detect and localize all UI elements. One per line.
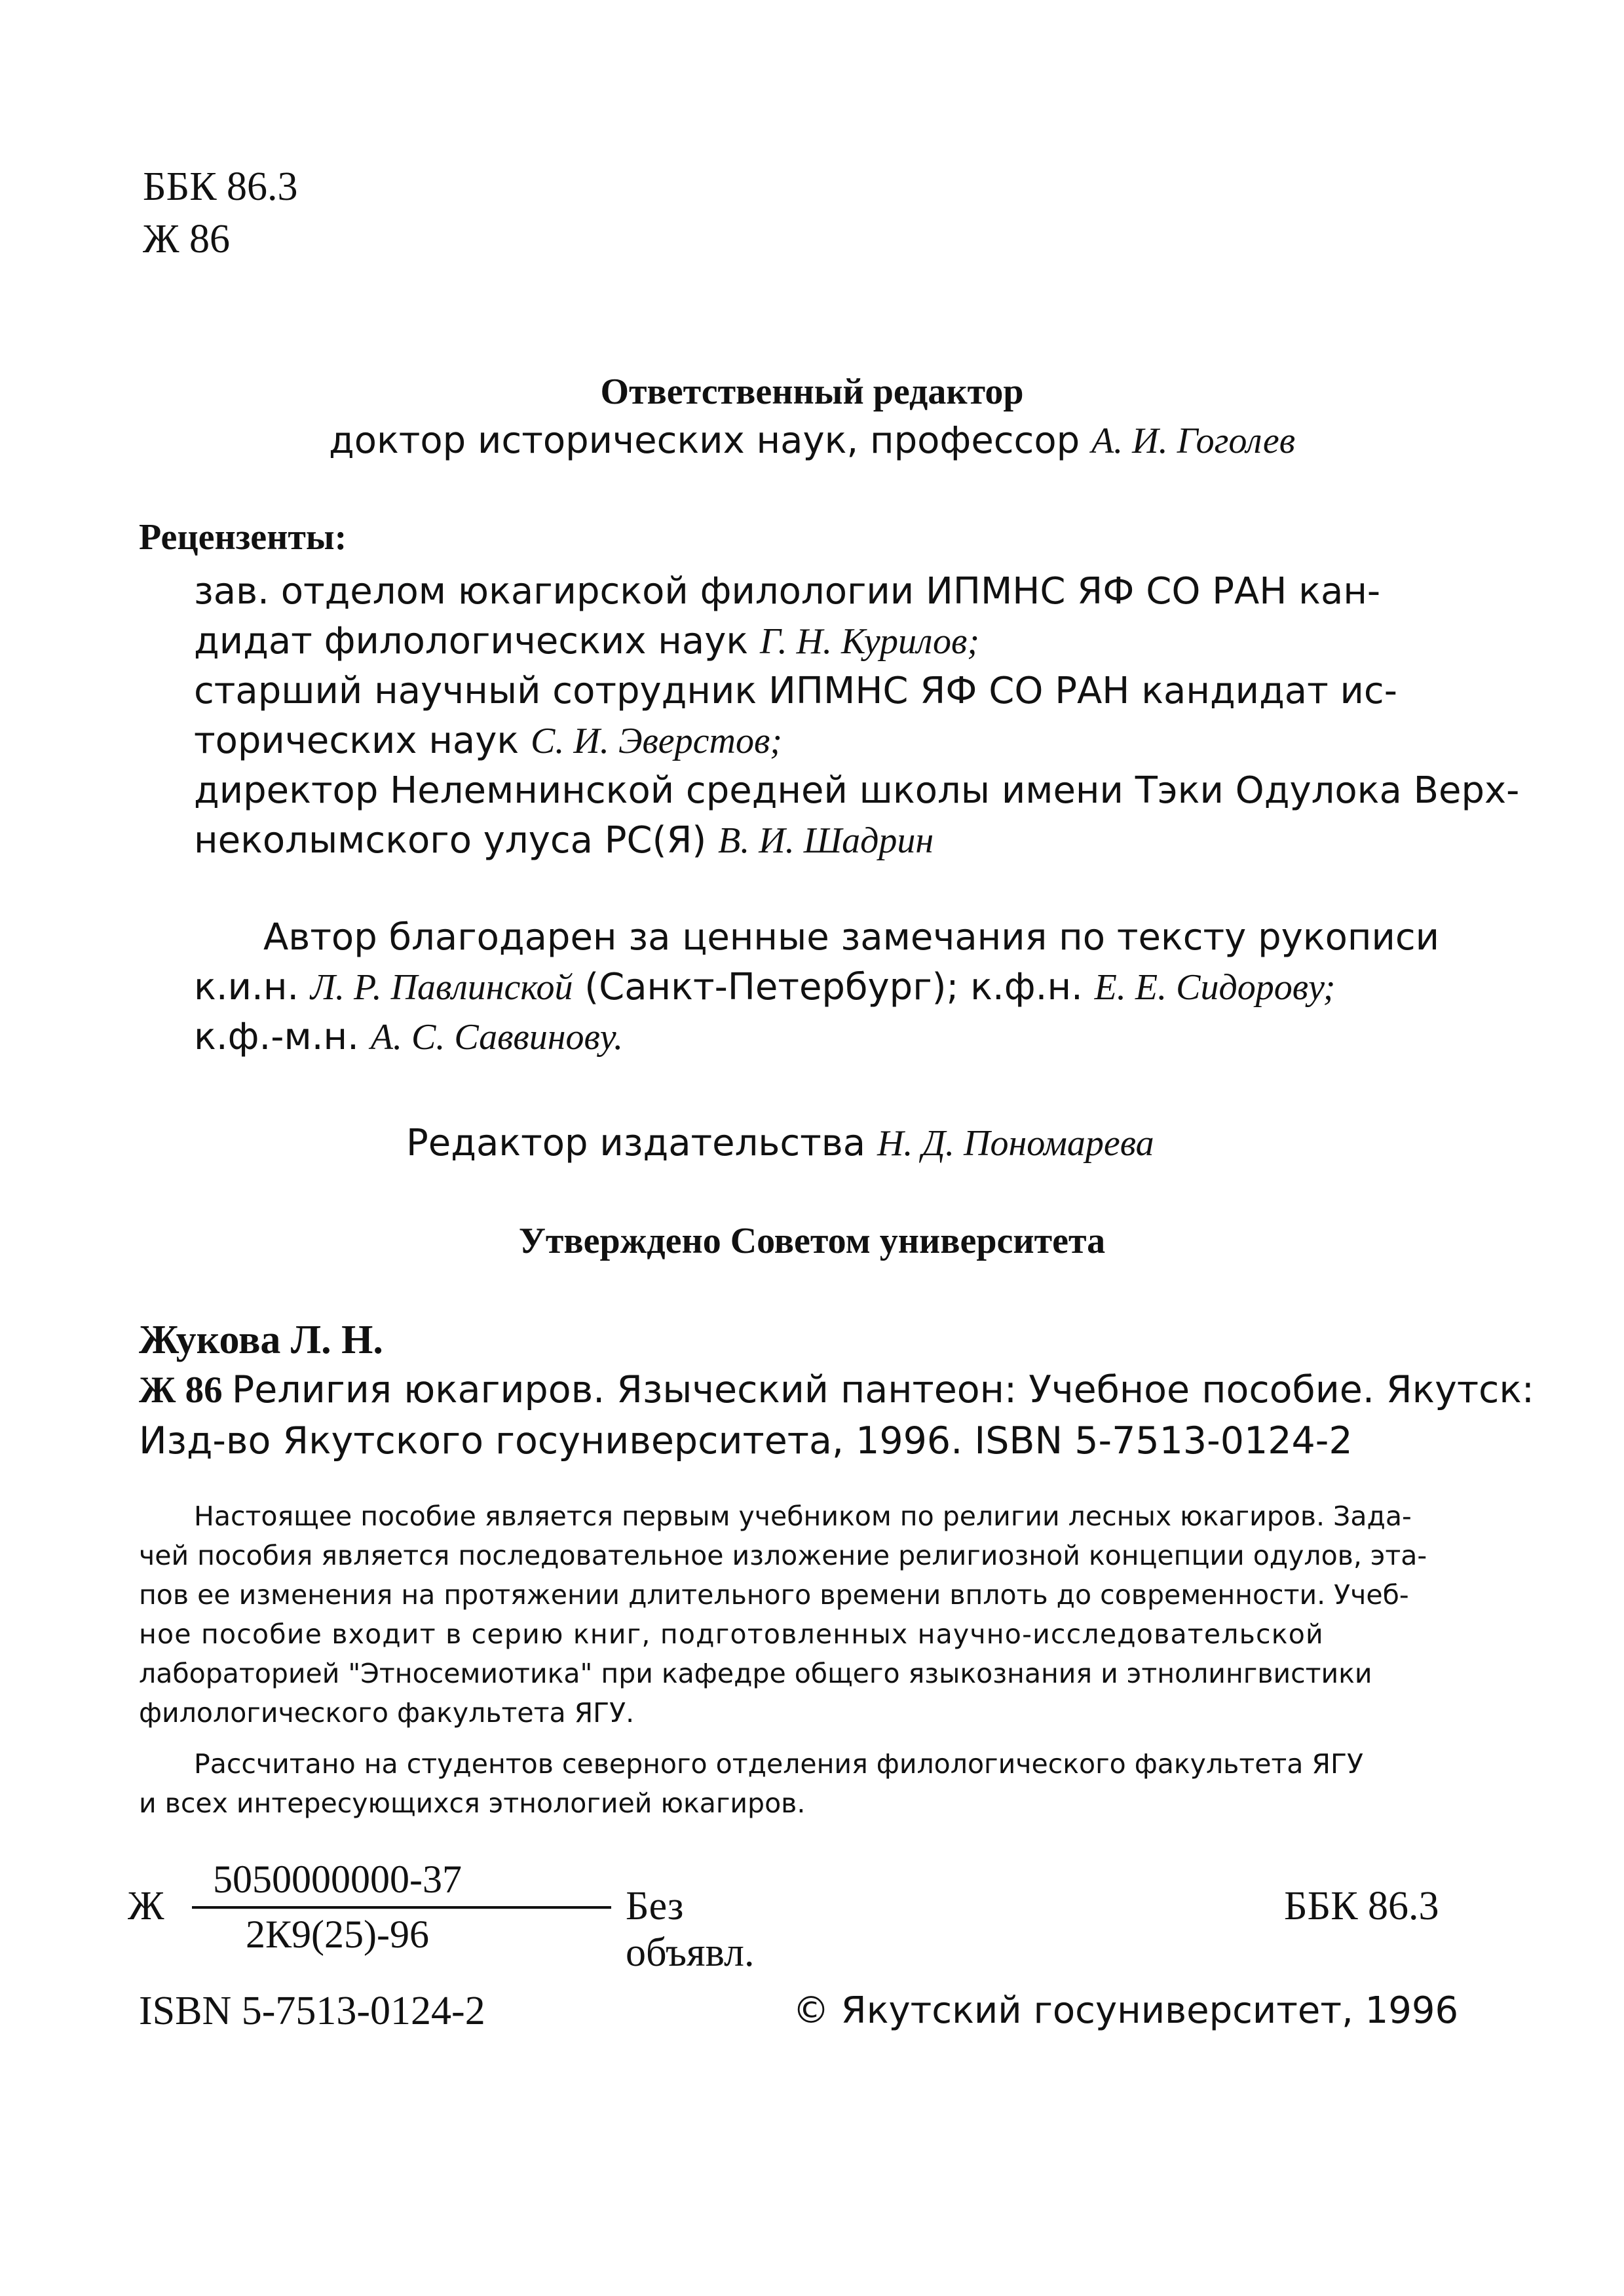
bbk-code-top: ББК 86.3: [143, 164, 298, 209]
editor-heading: Ответственный редактор: [600, 372, 1024, 412]
imprint-fraction: [128, 1857, 755, 1975]
catalog-publication-line: Изд-во Якутского госуниверситета, 1996. ISBN 5-7513-0124-2: [139, 1419, 1353, 1463]
abstract-line: пов ее изменения на протяжении длительного времени вплоть до современности. Учеб-: [139, 1579, 1409, 1611]
acknowledgement-line-3: к.ф.-м.н. А. С. Саввинову.: [194, 1016, 624, 1058]
audience-line: и всех интересующихся этнологией юкагиров.: [139, 1788, 806, 1819]
reviewers-heading: Рецензенты:: [139, 517, 347, 558]
approval-line: Утверждено Советом университета: [518, 1221, 1106, 1261]
imprint-bbk: ББК 86.3: [1284, 1884, 1439, 1928]
abstract-line: филологического факультета ЯГУ.: [139, 1697, 635, 1729]
acknowledgement-line-1: Автор благодарен за ценные замечания по тексту рукописи: [263, 916, 1440, 959]
imprint-isbn: ISBN 5-7513-0124-2: [139, 1989, 485, 2033]
fraction-bar: [192, 1906, 611, 1909]
imprint-letter: Ж: [128, 1884, 164, 1928]
acknowledgement-line-2: к.и.н. Л. Р. Павлинской (Санкт-Петербург); к.ф.н. Е. Е. Сидорову;: [194, 966, 1336, 1008]
reviewer-line: старший научный сотрудник ИПМНС ЯФ СО РАН кандидат ис-: [194, 670, 1397, 712]
imprint-copyright: © Якутский госуниверситет, 1996: [793, 1989, 1459, 2032]
abstract-line: Настоящее пособие является первым учебником по религии лесных юкагиров. Зада-: [194, 1501, 1412, 1532]
imprint-no-ads: Без объявл.: [626, 1884, 755, 1975]
catalog-author: Жукова Л. Н.: [139, 1318, 383, 1362]
editor-title: доктор исторических наук, профессор: [328, 419, 1080, 462]
catalog-title-line: Ж 86 Религия юкагиров. Языческий пантеон: Учебное пособие. Якутск:: [139, 1368, 1535, 1411]
reviewer-line: неколымского улуса РС(Я) В. И. Шадрин: [194, 819, 934, 862]
imprint-numerator: 5050000000-37: [213, 1858, 462, 1901]
editor-name: А. И. Гоголев: [1091, 421, 1296, 461]
audience-line: Рассчитано на студентов северного отделения филологического факультета ЯГУ: [194, 1748, 1363, 1780]
editor-line: [0, 419, 1624, 462]
abstract-line: ное пособие входит в серию книг, подготовленных научно-исследовательской: [139, 1618, 1324, 1650]
abstract-line: чей пособия является последовательное изложение религиозной концепции одулов, эта-: [139, 1540, 1427, 1571]
reviewer-line: дидат филологических наук Г. Н. Курилов;: [194, 620, 980, 662]
reviewer-line: директор Нелемнинской средней школы имени Тэки Одулока Верх-: [194, 769, 1520, 812]
abstract-line: лабораторией "Этносемиотика" при кафедре общего языкознания и этнолингвистики: [139, 1658, 1372, 1689]
publisher-editor: Редактор издательства Н. Д. Пономарева: [406, 1122, 1154, 1164]
imprint-denominator: 2К9(25)-96: [246, 1913, 429, 1956]
reviewer-line: зав. отделом юкагирской филологии ИПМНС ЯФ СО РАН кан-: [194, 570, 1381, 613]
reviewer-line: торических наук С. И. Эверстов;: [194, 719, 782, 762]
catalog-code-top: Ж 86: [143, 217, 231, 261]
